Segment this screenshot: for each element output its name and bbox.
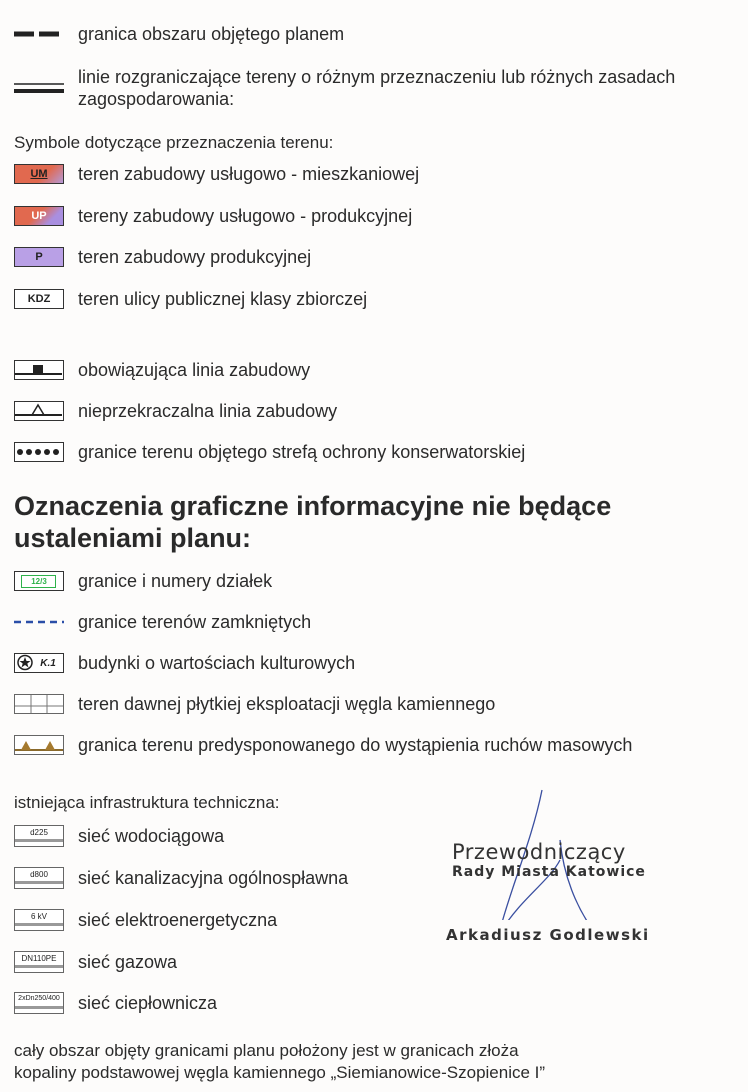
gas-code: DN110PE xyxy=(21,954,57,963)
footer-note-line2: kopaliny podstawowej węgla kamiennego „Siemianowice-Szopienice I” xyxy=(14,1063,546,1082)
um-swatch xyxy=(14,164,64,184)
gas-symbol xyxy=(14,951,64,973)
legend-row-non-exceed-line xyxy=(14,400,337,422)
legend-label: sieć wodociągowa xyxy=(78,826,225,846)
sewer-code: d800 xyxy=(30,870,48,879)
legend-label: teren zabudowy usługowo - mieszkaniowej xyxy=(78,164,420,184)
legend-label: sieć elektroenergetyczna xyxy=(78,910,278,930)
kdz-swatch xyxy=(14,289,64,309)
legend-label: granice terenów zamkniętych xyxy=(78,612,312,632)
heat-code: 2xDn250/400 xyxy=(18,995,60,1002)
heat-symbol xyxy=(14,992,64,1014)
sewer-symbol xyxy=(14,867,64,889)
legend-label: granice i numery działek xyxy=(78,571,273,591)
legend-label: tereny zabudowy usługowo - produkcyjnej xyxy=(78,206,413,226)
stamp-name: Arkadiusz Godlewski xyxy=(446,926,650,944)
signature-stamp xyxy=(440,840,700,980)
legend-label: nieprzekraczalna linia zabudowy xyxy=(78,401,338,421)
p-code: P xyxy=(35,251,43,263)
legend-row-power xyxy=(14,909,277,931)
legend-row-heat xyxy=(14,992,217,1014)
legend-row-cultural xyxy=(14,652,355,674)
legend-row-demarcation xyxy=(14,66,678,110)
dotted-zone-symbol xyxy=(14,442,64,462)
stamp-title: Przewodniczący xyxy=(452,840,626,864)
symbols-heading: Symbole dotyczące przeznaczenia terenu: xyxy=(14,133,334,152)
legend-label: budynki o wartościach kulturowych xyxy=(78,653,356,673)
stamp-council: Rady Miasta Katowice xyxy=(452,864,646,880)
power-code: 6 kV xyxy=(30,912,47,921)
legend-row-conservation-zone xyxy=(14,441,525,463)
legend-row-gas xyxy=(14,951,177,973)
legend-label: teren zabudowy produkcyjnej xyxy=(78,247,312,267)
grid-mining-symbol xyxy=(14,694,64,714)
legend-label: sieć kanalizacyjna ogólnospławna xyxy=(78,868,349,888)
legend-row-plots xyxy=(14,570,272,592)
water-code: d225 xyxy=(30,828,48,837)
legend-row-kdz xyxy=(14,288,367,310)
legend-row-mandatory-line xyxy=(14,359,310,381)
non-exceed-line-symbol xyxy=(14,401,64,421)
plot-number-symbol xyxy=(14,571,64,591)
legend-label: sieć ciepłownicza xyxy=(78,993,218,1013)
cultural-code: K.1 xyxy=(40,657,56,669)
star-cultural-symbol xyxy=(14,653,64,673)
legend-row-water xyxy=(14,825,224,847)
kdz-code: KDZ xyxy=(27,293,51,305)
legend-label: teren ulicy publicznej klasy zbiorczej xyxy=(78,289,368,309)
p-swatch xyxy=(14,247,64,267)
legend-row-landslide xyxy=(14,734,632,756)
legend-label: obowiązująca linia zabudowy xyxy=(78,360,311,380)
legend-label: granice terenu objętego strefą ochrony konserwatorskiej xyxy=(78,442,526,462)
legend-row-boundary xyxy=(14,23,344,45)
legend-label: teren dawnej płytkiej eksploatacji węgla kamiennego xyxy=(78,694,496,714)
double-line-symbol xyxy=(14,78,64,98)
mandatory-line-symbol xyxy=(14,360,64,380)
dashed-boundary-symbol xyxy=(14,24,64,44)
water-symbol xyxy=(14,825,64,847)
footer-note-line1: cały obszar objęty granicami planu położony jest w granicach złoża xyxy=(14,1041,519,1060)
legend-label: granica terenu predysponowanego do wystąpienia ruchów masowych xyxy=(78,735,633,755)
legend-label: sieć gazowa xyxy=(78,952,178,972)
triangle-landslide-symbol xyxy=(14,735,64,755)
legend-label: granica obszaru objętego planem xyxy=(78,24,345,44)
blue-dashed-symbol xyxy=(14,612,64,632)
up-code: UP xyxy=(31,210,47,222)
power-symbol xyxy=(14,909,64,931)
infra-heading: istniejąca infrastruktura techniczna: xyxy=(14,793,280,812)
legend-row-p xyxy=(14,246,311,268)
legend-row-closed xyxy=(14,611,311,633)
legend-row-sewer xyxy=(14,867,348,889)
legend-row-um xyxy=(14,163,419,185)
legend-row-mining xyxy=(14,693,495,715)
up-swatch xyxy=(14,206,64,226)
um-code: UM xyxy=(30,168,48,180)
legend-label: linie rozgraniczające tereny o różnym przeznaczeniu lub różnych zasadach zagospodarowania: xyxy=(78,67,676,109)
plot-code: 12/3 xyxy=(31,576,47,586)
legend-row-up xyxy=(14,205,412,227)
info-heading: Oznaczenia graficzne informacyjne nie będące ustaleniami planu: xyxy=(14,491,612,553)
